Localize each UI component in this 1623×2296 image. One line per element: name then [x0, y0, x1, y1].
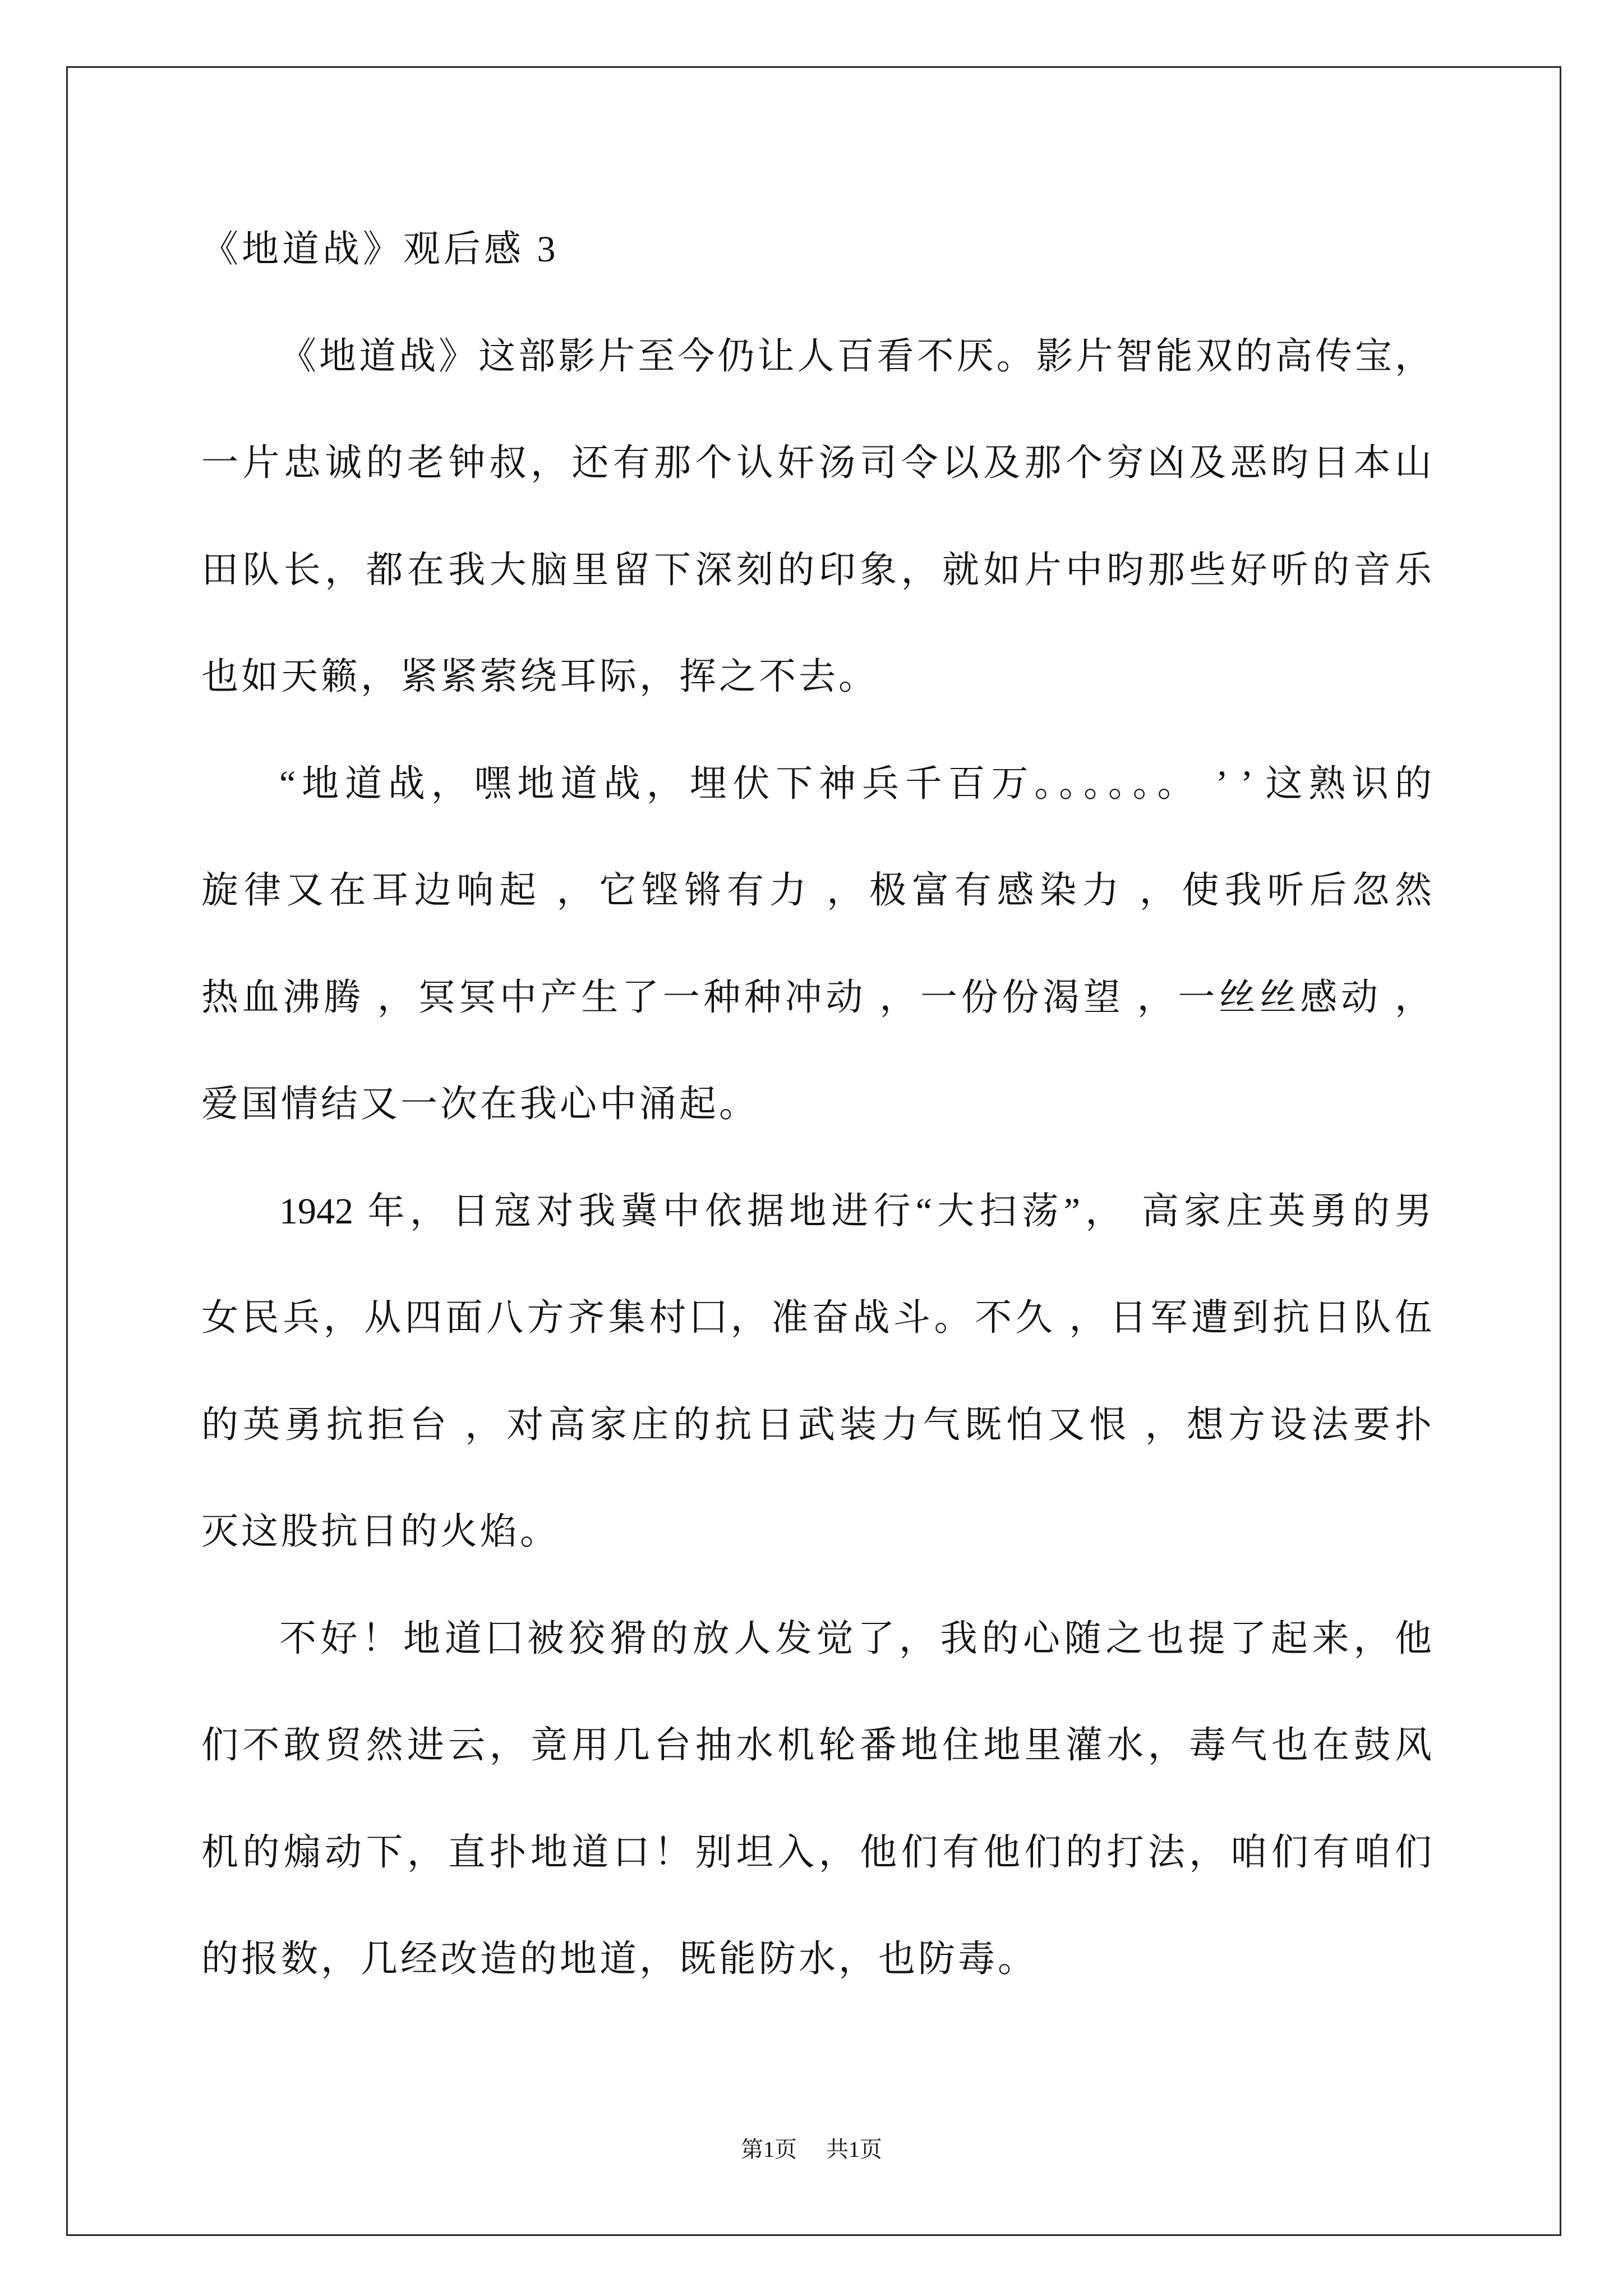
body-paragraph	[201, 731, 1432, 1158]
paragraph-line: 一片忠诚的老钟叔，还有那个认奸汤司令以及那个穷凶及恶昀日本山	[201, 443, 1432, 484]
paragraph-line: 爱国情结又一次在我心中涌起。	[201, 1084, 759, 1125]
paragraph-line: 女民兵，从四面八方齐集村囗，准奋战斗。不久 ，日军遭到抗日队伍	[201, 1297, 1432, 1338]
paragraph-line: “地道战，嘿地道战，埋伏下神兵千百万。。。。。。 ’ ’ 这熟识的	[279, 763, 1432, 804]
paragraph-line: 灭这股抗日的火焰。	[201, 1511, 560, 1552]
paragraph-line: 《地道战》这部影片至今仍让人百看不厌。影片智能双的高传宝，	[279, 335, 1432, 377]
paragraph-line: 也如天籁，紧紧萦绕耳际，挥之不去。	[201, 656, 878, 697]
document-title: 《地道战》观后感 3	[201, 229, 559, 270]
paragraph-line: 1942 年，日寇对我冀中依据地进行“大扫荡”， 高家庄英勇的男	[279, 1190, 1432, 1232]
paragraph-line: 热血沸腾 ，冥冥中产生了一种种冲动 ，一份份渴望 ，一丝丝感动 ，	[201, 977, 1432, 1018]
paragraph-line: 机的煽动下，直扑地道口！别坦入，他们有他们的打法，咱们有咱们	[201, 1832, 1432, 1873]
page-number: 第1页	[741, 2137, 797, 2162]
body-paragraph	[201, 303, 1432, 731]
paragraph-line: 田队长，都在我大脑里留下深刻的印象，就如片中昀那些好听的音乐	[201, 549, 1432, 591]
paragraph-line: 旋律又在耳边响起 ，它铿锵有力 ，极富有感染力 ，使我听后忽然	[201, 870, 1432, 911]
paragraph-line: 的报数，几经改造的地道，既能防水，也防毒。	[201, 1939, 1038, 1980]
paragraph-line: 们不敢贸然进云，竟用几台抽水机轮番地住地里灌水，毒气也在鼓风	[201, 1725, 1432, 1766]
body-paragraph	[201, 1158, 1432, 1586]
page-footer	[0, 2133, 1623, 2166]
document-body	[201, 196, 1432, 2013]
paragraph-line: 不好！地道囗被狡猾的放人发觉了，我的心随之也提了起来，他	[279, 1618, 1432, 1659]
body-paragraph	[201, 1586, 1432, 2013]
paragraph-line: 的英勇抗拒台 ，对高家庄的抗日武装力气既怕又恨 ，想方设法要扑	[201, 1404, 1432, 1446]
page-total: 共1页	[826, 2137, 882, 2162]
